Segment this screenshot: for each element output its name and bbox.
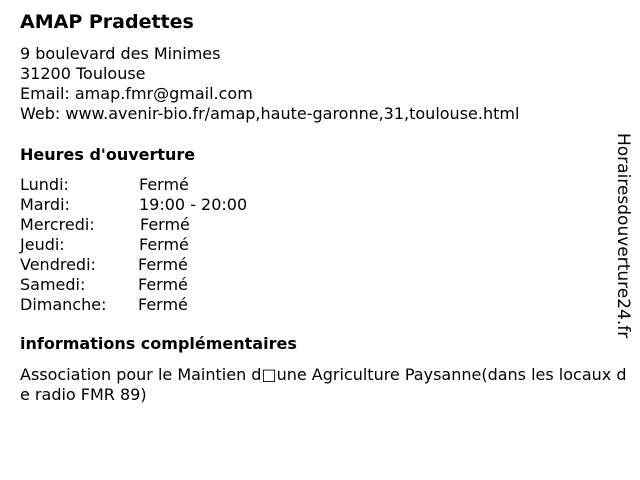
email-line: Email: amap.fmr@gmail.com (20, 84, 253, 103)
watermark-text: Horairesdouverture24.fr (613, 133, 633, 339)
hours-value: Fermé (138, 255, 188, 274)
day-label: Samedi: (20, 275, 86, 294)
hours-value: Fermé (139, 175, 189, 194)
hours-row-monday (20, 175, 280, 195)
day-label: Jeudi: (20, 235, 65, 254)
hours-row-friday (20, 255, 280, 275)
site-watermark (612, 133, 634, 353)
info-description: Association pour le Maintien d□une Agriculture Paysanne(dans les locaux de radio FMR 89) (20, 365, 627, 404)
hours-row-saturday (20, 275, 280, 295)
hours-value: Fermé (140, 215, 190, 234)
day-label: Vendredi: (20, 255, 96, 274)
hours-value: Fermé (138, 295, 188, 314)
city-address: 31200 Toulouse (20, 64, 146, 83)
day-label: Mercredi: (20, 215, 95, 234)
hours-row-wednesday (20, 215, 280, 235)
web-line: Web: www.avenir-bio.fr/amap,haute-garonne,31,toulouse.html (20, 104, 520, 123)
day-label: Dimanche: (20, 295, 107, 314)
info-heading: informations complémentaires (20, 334, 297, 353)
address-block (20, 44, 519, 124)
hours-value: 19:00 - 20:00 (139, 195, 248, 214)
day-label: Lundi: (20, 175, 69, 194)
street-address: 9 boulevard des Minimes (20, 44, 221, 63)
hours-row-tuesday (20, 195, 280, 215)
hours-row-sunday (20, 295, 280, 315)
opening-hours-list (20, 175, 280, 315)
day-label: Mardi: (20, 195, 70, 214)
business-name: AMAP Pradettes (20, 11, 194, 33)
hours-heading: Heures d'ouverture (20, 145, 196, 164)
hours-value: Fermé (139, 235, 189, 254)
hours-row-thursday (20, 235, 280, 255)
hours-value: Fermé (138, 275, 188, 294)
